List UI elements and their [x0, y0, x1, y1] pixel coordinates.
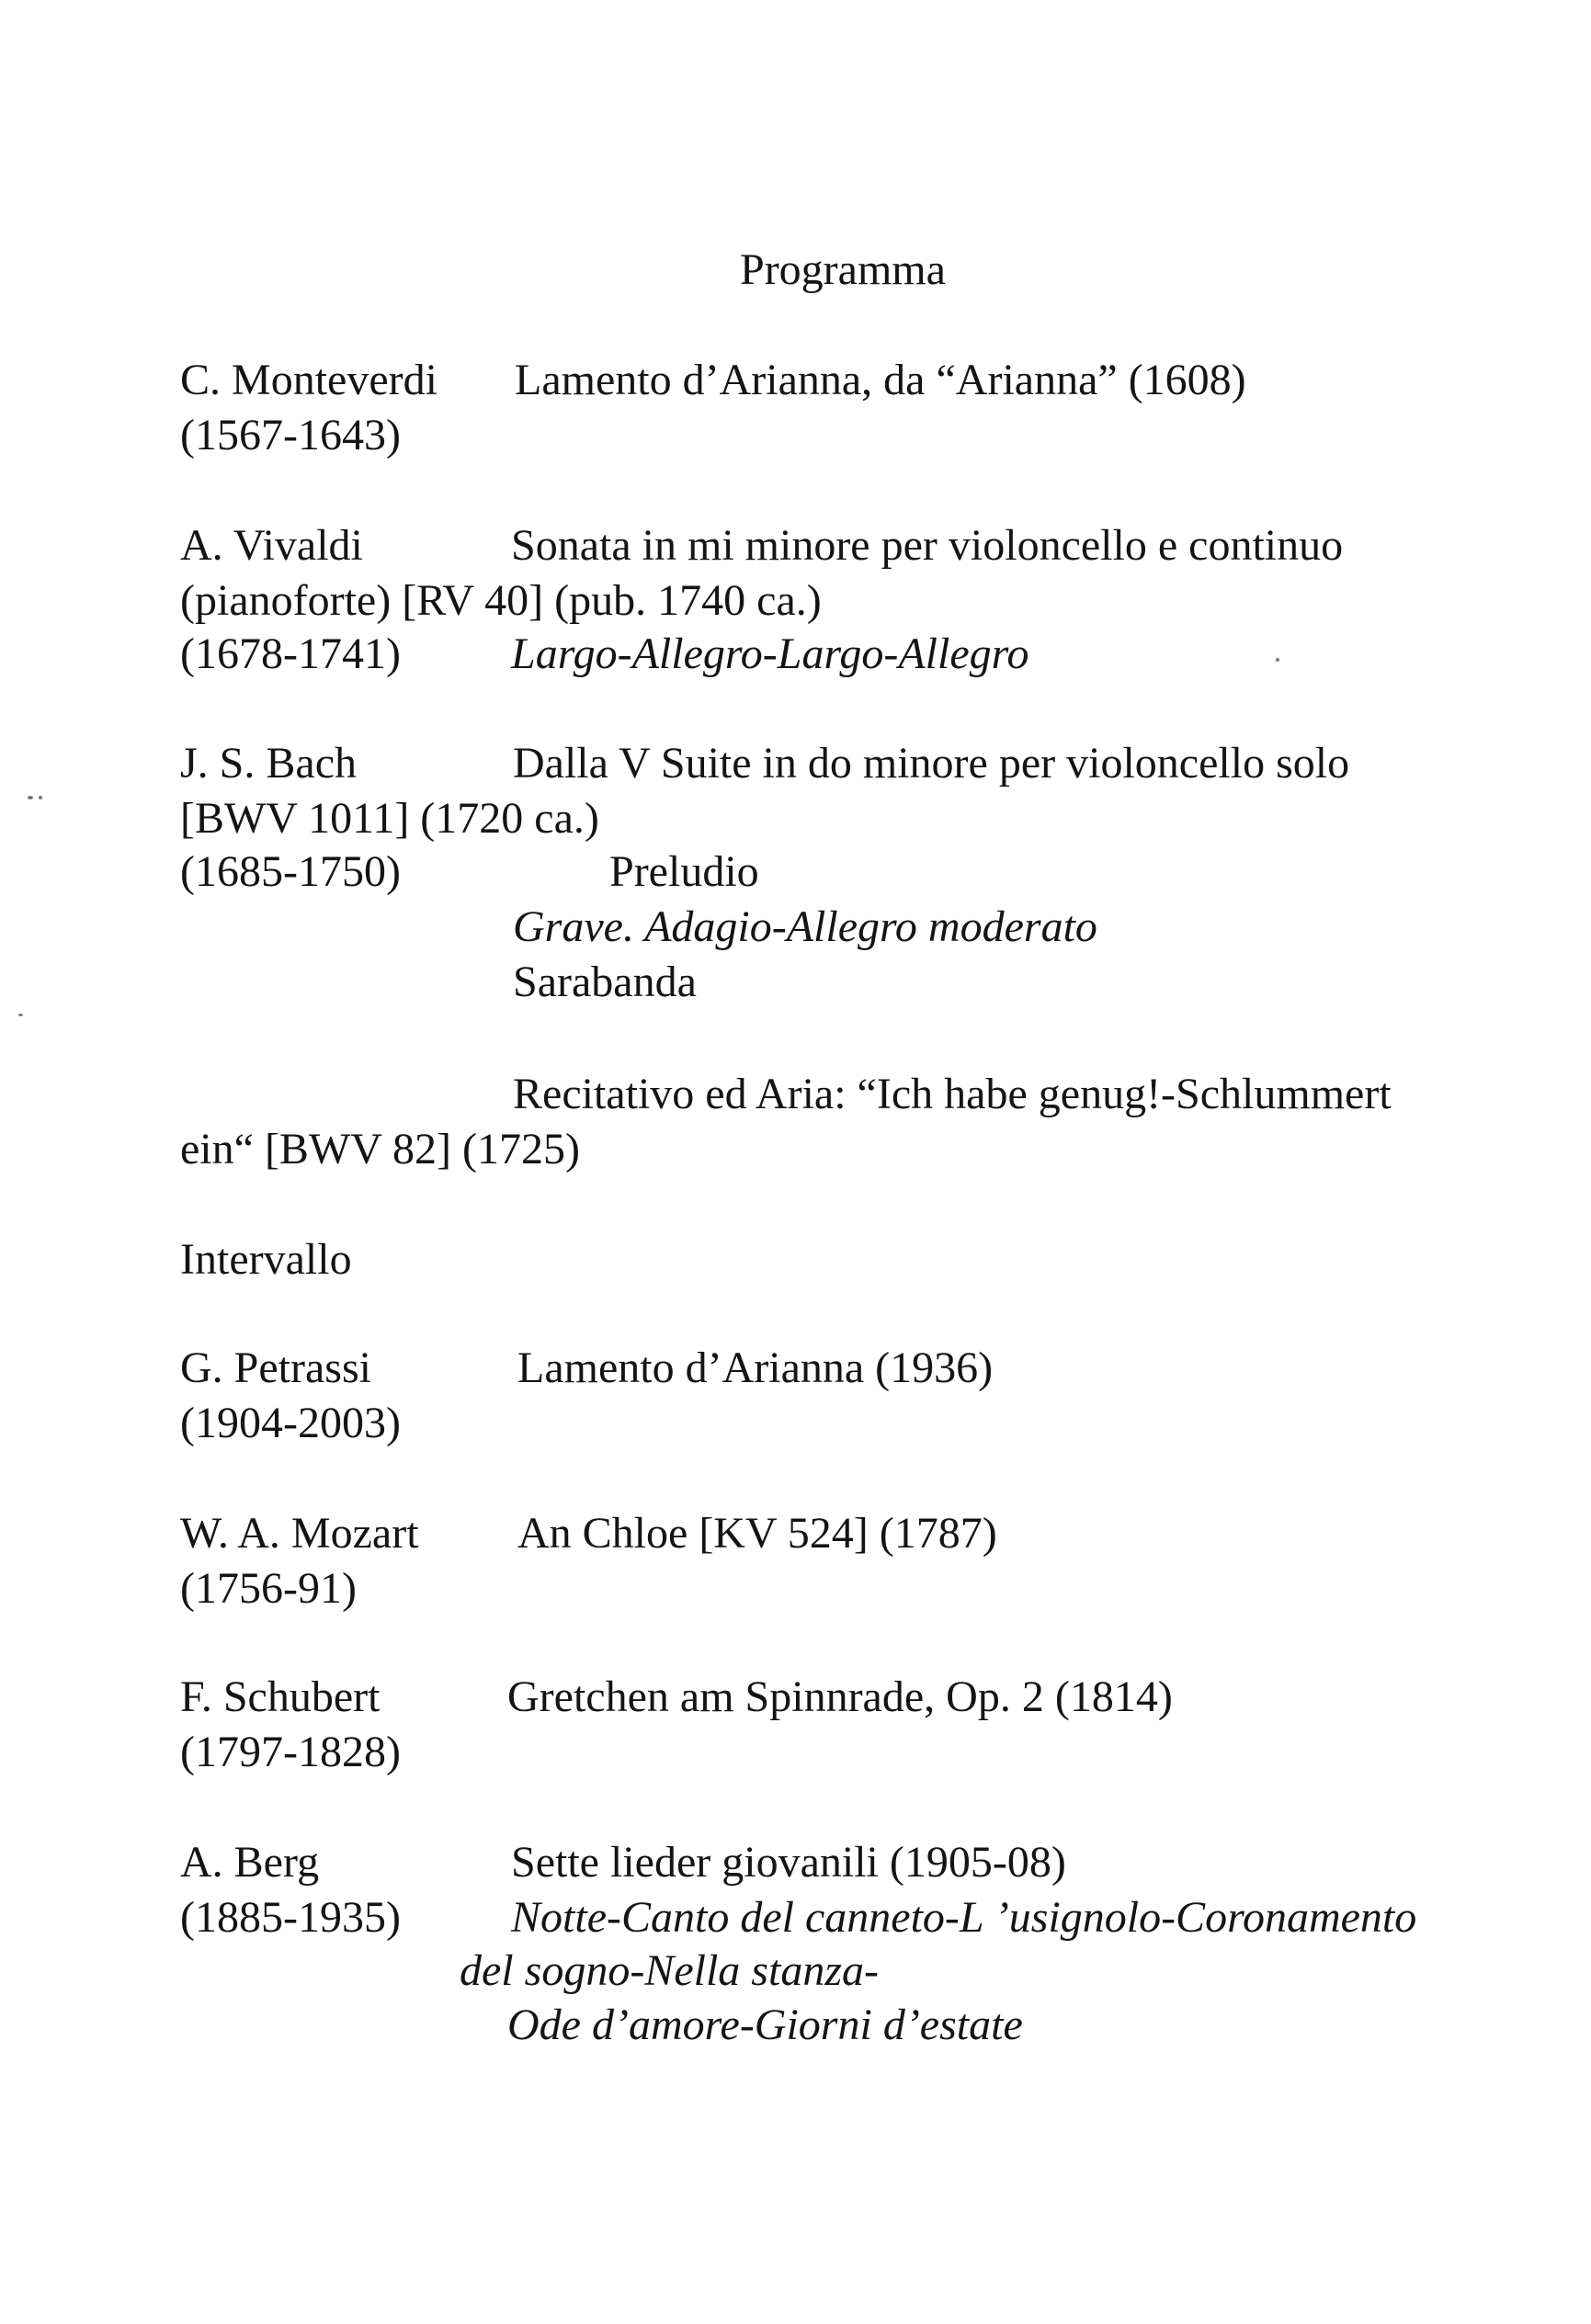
- scan-speck: [39, 796, 42, 799]
- scan-speck: [28, 796, 33, 799]
- movement-preludio-tempo: Grave. Adagio-Allegro moderato: [513, 902, 1097, 951]
- scan-speck: [1276, 658, 1279, 662]
- scan-speck: [18, 1014, 23, 1016]
- work-petrassi: Lamento d’Arianna (1936): [517, 1343, 994, 1392]
- movement-preludio: Preludio: [609, 847, 759, 896]
- work-bach-aria-line1: Recitativo ed Aria: “Ich habe genug!-Schlummert: [513, 1070, 1392, 1118]
- dates-berg: (1885-1935): [180, 1893, 401, 1942]
- dates-bach: (1685-1750): [180, 847, 401, 896]
- page-title: Programma: [740, 245, 946, 294]
- composer-monteverdi: C. Monteverdi: [180, 356, 438, 404]
- composer-vivaldi: A. Vivaldi: [180, 521, 363, 570]
- songs-berg-line1: Notte-Canto del canneto-L ’usignolo-Coronamento: [511, 1893, 1417, 1942]
- songs-berg-line2: del sogno-Nella stanza-: [460, 1946, 879, 1995]
- work-schubert: Gretchen am Spinnrade, Op. 2 (1814): [507, 1672, 1173, 1721]
- work-mozart: An Chloe [KV 524] (1787): [517, 1509, 997, 1558]
- composer-berg: A. Berg: [180, 1838, 320, 1887]
- composer-bach: J. S. Bach: [180, 739, 357, 788]
- composer-petrassi: G. Petrassi: [180, 1343, 371, 1392]
- work-monteverdi: Lamento d’Arianna, da “Arianna” (1608): [515, 356, 1246, 404]
- work-berg: Sette lieder giovanili (1905-08): [511, 1838, 1066, 1887]
- work-bach-line1: Dalla V Suite in do minore per violoncello solo: [513, 739, 1350, 788]
- intermission: Intervallo: [180, 1235, 352, 1284]
- composer-mozart: W. A. Mozart: [180, 1509, 419, 1558]
- movement-sarabanda: Sarabanda: [513, 958, 697, 1006]
- work-bach-line2: [BWV 1011] (1720 ca.): [180, 794, 599, 843]
- work-vivaldi-line2: (pianoforte) [RV 40] (pub. 1740 ca.): [180, 576, 822, 625]
- dates-mozart: (1756-91): [180, 1564, 357, 1613]
- dates-petrassi: (1904-2003): [180, 1399, 401, 1447]
- dates-schubert: (1797-1828): [180, 1728, 401, 1776]
- composer-schubert: F. Schubert: [180, 1672, 381, 1721]
- movements-vivaldi: Largo-Allegro-Largo-Allegro: [511, 629, 1029, 678]
- work-bach-aria-line2: ein“ [BWV 82] (1725): [180, 1125, 580, 1173]
- dates-monteverdi: (1567-1643): [180, 411, 401, 459]
- dates-vivaldi: (1678-1741): [180, 629, 401, 678]
- songs-berg-line3: Ode d’amore-Giorni d’estate: [507, 2001, 1023, 2049]
- work-vivaldi-line1: Sonata in mi minore per violoncello e continuo: [511, 521, 1344, 570]
